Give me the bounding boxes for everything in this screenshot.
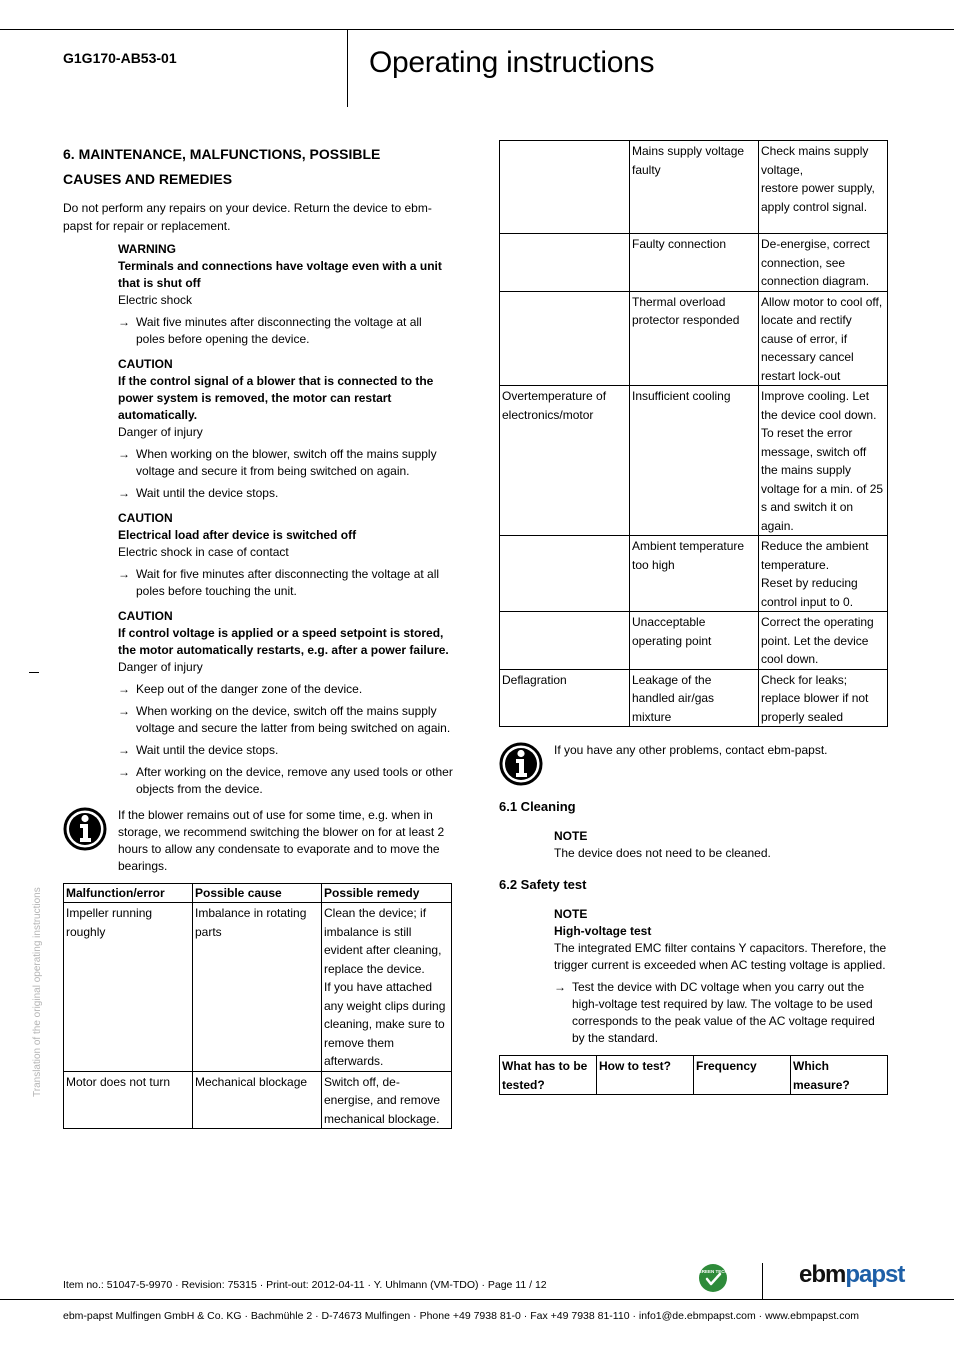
table-header-row (64, 884, 452, 903)
caution-subtitle: Electrical load after device is switched off (118, 528, 357, 542)
remedy-cell: Check for leaks; replace blower if not properly sealed (759, 669, 888, 727)
arrow-icon: → (118, 447, 130, 461)
action-item: → After working on the device, remove any used tools or other objects from the device. (118, 765, 453, 796)
table-row (500, 669, 888, 727)
action-item: → When working on the device, switch off the mains supply voltage and secure the latter from being switched on again. (118, 704, 451, 735)
action-item: → Wait for five minutes after disconnecting the voltage at all poles before touching the unit. (118, 567, 440, 598)
table-row (500, 234, 888, 292)
section-heading-line1: 6. MAINTENANCE, MALFUNCTIONS, POSSIBLE (63, 146, 381, 162)
caution-subtitle: If control voltage is applied or a speed setpoint is stored, the motor automatically restarts, e.g. after a power failure. (118, 626, 449, 657)
table-row (500, 536, 888, 612)
footer-rule (0, 1299, 954, 1300)
cause-cell: Thermal overload protector responded (630, 291, 759, 386)
warning-subtitle: Terminals and connections have voltage even with a unit that is shut off (118, 259, 442, 290)
column-header: How to test? (597, 1056, 694, 1095)
cause-cell: Insufficient cooling (630, 386, 759, 536)
error-cell (500, 291, 630, 386)
footer-company-info: ebm-papst Mulfingen GmbH & Co. KG · Bachmühle 2 · D-74673 Mulfingen · Phone +49 7938 81-0 · Fax +49 7938 81-110 · info1@de.ebmpapst.com · www.ebmpapst.com (63, 1310, 860, 1322)
table-row (500, 291, 888, 386)
column-header: What has to be tested? (500, 1056, 597, 1095)
green-tech-logo (698, 1263, 728, 1293)
section-heading-line2: CAUSES AND REMEDIES (63, 171, 233, 187)
cause-cell: Imbalance in rotating parts (193, 903, 322, 1072)
note-subtitle: High-voltage test (554, 924, 652, 938)
note-text: The integrated EMC filter contains Y capacitors. Therefore, the trigger current is exceeded when AC testing voltage is applied. (554, 941, 887, 972)
info-icon (63, 807, 107, 851)
remedy-cell: Reduce the ambient temperature. Reset by reducing control input to 0. (759, 536, 888, 612)
arrow-icon: → (118, 743, 130, 757)
product-code: G1G170-AB53-01 (63, 50, 177, 66)
error-cell (500, 536, 630, 612)
table-row (64, 1071, 452, 1129)
cleaning-heading: 6.1 Cleaning (499, 799, 576, 814)
cause-cell: Unacceptable operating point (630, 612, 759, 670)
note-text: The device does not need to be cleaned. (554, 846, 771, 860)
arrow-icon: → (118, 567, 130, 581)
header-divider (347, 29, 348, 107)
arrow-icon: → (118, 765, 130, 779)
arrow-icon: → (118, 486, 130, 500)
action-item: → Test the device with DC voltage when you carry out the high-voltage test required by law. The voltage to be used corresponds to the peak value of the AC voltage required by the standard. (554, 980, 875, 1045)
column-header: Possible remedy (322, 884, 452, 903)
caution-title: CAUTION (118, 511, 173, 525)
side-note: Translation of the original operating instructions (32, 887, 43, 1097)
cause-cell: Faulty connection (630, 234, 759, 292)
error-cell (500, 612, 630, 670)
caution-subtitle: If the control signal of a blower that is connected to the power system is removed, the motor can restart automatically. (118, 374, 434, 422)
info-icon (499, 742, 543, 786)
info-text: If the blower remains out of use for some time, e.g. when in storage, we recommend switching the blower on for at least 2 hours to allow any condensate to evaporate and to move the bearings. (118, 808, 445, 873)
table-row (500, 612, 888, 670)
error-cell: Deflagration (500, 669, 630, 727)
remedy-cell: Correct the operating point. Let the device cool down. (759, 612, 888, 670)
safety-note (554, 906, 887, 1047)
logo-separator (762, 1263, 763, 1299)
arrow-icon: → (118, 682, 130, 696)
error-cell (500, 141, 630, 234)
malfunction-table-continued (499, 140, 888, 727)
right-column (499, 140, 887, 1095)
brand-logo: ebmpapst (799, 1261, 905, 1288)
caution-hazard: Danger of injury (118, 425, 203, 439)
arrow-icon: → (554, 980, 566, 994)
action-item: → Wait until the device stops. (118, 743, 279, 757)
info-note (63, 807, 453, 875)
column-header: Which measure? (791, 1056, 888, 1095)
action-item: → Wait until the device stops. (118, 486, 279, 500)
green-logo-text: GREEN TECH (698, 1269, 728, 1274)
note-title: NOTE (554, 907, 588, 921)
error-cell: Impeller running roughly (64, 903, 193, 1072)
error-cell (500, 234, 630, 292)
note-title: NOTE (554, 829, 588, 843)
cause-cell: Ambient temperature too high (630, 536, 759, 612)
table-header-row (500, 1056, 888, 1095)
safety-heading: 6.2 Safety test (499, 877, 587, 892)
cause-cell: Mains supply voltage faulty (630, 141, 759, 234)
action-item: → When working on the blower, switch off the mains supply voltage and secure it from being switched on again. (118, 447, 437, 478)
remedy-cell: Clean the device; if imbalance is still evident after cleaning, replace the device. If you have attached any weight clips during cleaning, make sure to remove them afterwards. (322, 903, 452, 1072)
header-top-rule (0, 29, 954, 30)
table-row (500, 141, 888, 234)
table-row (64, 903, 452, 1072)
cause-cell: Mechanical blockage (193, 1071, 322, 1129)
warning-hazard: Electric shock (118, 293, 193, 307)
warning-title: WARNING (118, 242, 176, 256)
error-cell: Motor does not turn (64, 1071, 193, 1129)
info-text: If you have any other problems, contact ebm-papst. (554, 743, 828, 757)
malfunction-table (63, 883, 452, 1129)
warning-block (118, 241, 453, 798)
caution-hazard: Electric shock in case of contact (118, 545, 289, 559)
info-note (499, 742, 887, 786)
column-header: Possible cause (193, 884, 322, 903)
caution-title: CAUTION (118, 357, 173, 371)
error-cell: Overtemperature of electronics/motor (500, 386, 630, 536)
margin-mark (29, 672, 39, 673)
arrow-icon: → (118, 315, 130, 329)
remedy-cell: De-energise, correct connection, see connection diagram. (759, 234, 888, 292)
action-item: → Keep out of the danger zone of the device. (118, 682, 363, 696)
table-row (500, 386, 888, 536)
arrow-icon: → (118, 704, 130, 718)
intro-text: Do not perform any repairs on your device. Return the device to ebm-papst for repair or replacement. (63, 201, 432, 233)
column-header: Frequency (694, 1056, 791, 1095)
footer-item-info: Item no.: 51047-5-9970 · Revision: 75315 · Print-out: 2012-04-11 · Y. Uhlmann (VM-TDO) · Page 11 / 12 (63, 1279, 547, 1291)
cleaning-note (554, 828, 887, 862)
page-title: Operating instructions (369, 46, 655, 79)
remedy-cell: Allow motor to cool off, locate and rectify cause of error, if necessary cancel restart lock-out (759, 291, 888, 386)
remedy-cell: Improve cooling. Let the device cool down. To reset the error message, switch off the mains supply voltage for a min. of 25 s and switch it on again. (759, 386, 888, 536)
caution-hazard: Danger of injury (118, 660, 203, 674)
remedy-cell: Check mains supply voltage, restore power supply, apply control signal. (759, 141, 888, 234)
caution-title: CAUTION (118, 609, 173, 623)
cause-cell: Leakage of the handled air/gas mixture (630, 669, 759, 727)
remedy-cell: Switch off, de-energise, and remove mechanical blockage. (322, 1071, 452, 1129)
test-table (499, 1055, 888, 1095)
column-header: Malfunction/error (64, 884, 193, 903)
left-column (63, 142, 453, 1129)
action-item: → Wait five minutes after disconnecting the voltage at all poles before opening the device. (118, 315, 422, 346)
